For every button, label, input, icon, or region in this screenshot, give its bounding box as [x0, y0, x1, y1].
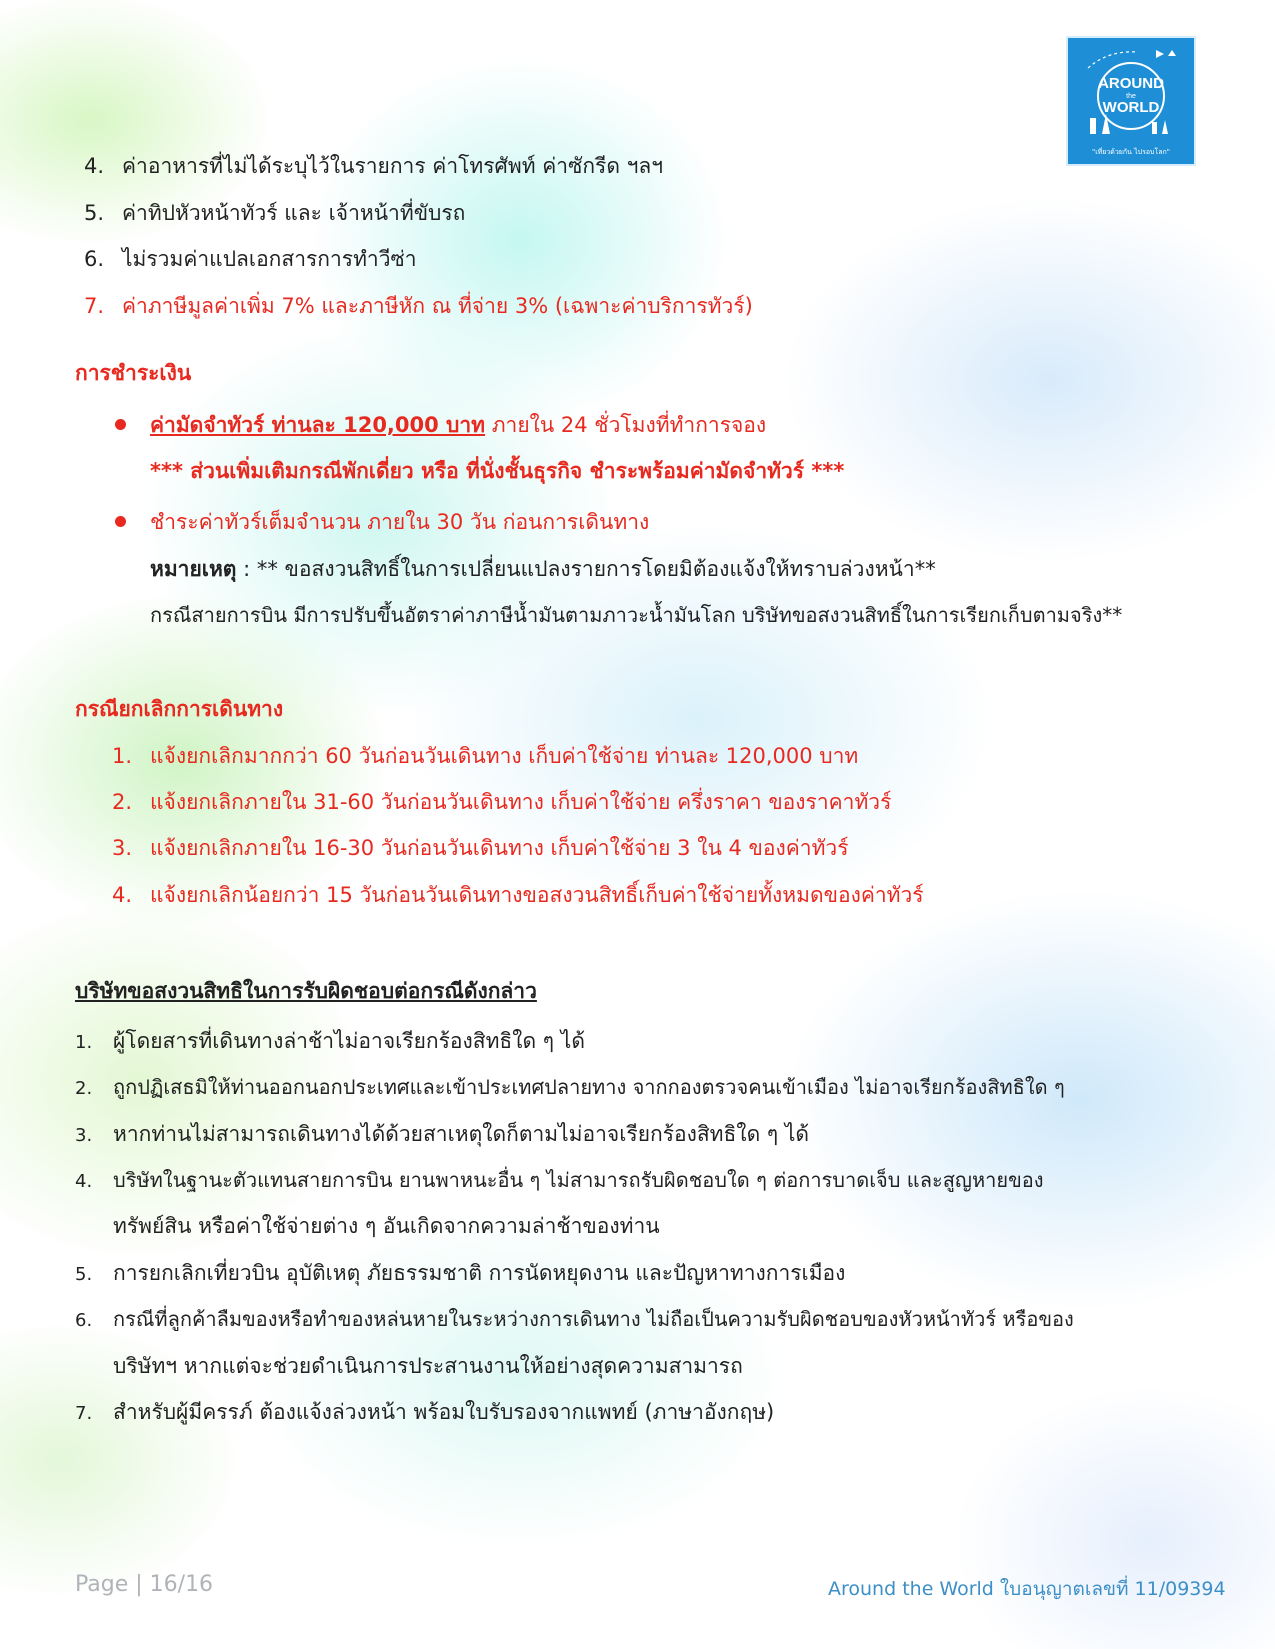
excluded-item-vat: [84, 292, 753, 320]
remark-label: หมายเหตุ: [150, 557, 237, 581]
liability-item-text: บริษัทในฐานะตัวแทนสายการบิน ยานพาหนะอื่น ๆ ไม่สามารถรับผิดชอบใด ๆ ต่อการบาดเจ็บ และสูญหายของ: [113, 1168, 1044, 1192]
liability-item-text: การยกเลิกเที่ยวบิน อุบัติเหตุ ภัยธรรมชาติ การนัดหยุดงาน และปัญหาทางการเมือง: [113, 1261, 846, 1285]
liability-item: [75, 1027, 585, 1057]
liability-item-number: 4.: [75, 1171, 93, 1192]
cancellation-item: [112, 881, 924, 909]
excluded-item: [84, 152, 663, 180]
liability-item-text: หากท่านไม่สามารถเดินทางได้ด้วยสาเหตุใดก็ตามไม่อาจเรียกร้องสิทธิใด ๆ ได้: [113, 1122, 810, 1146]
cancellation-item-text: แจ้งยกเลิกน้อยกว่า 15 วันก่อนวันเดินทางขอสงวนสิทธิ์เก็บค่าใช้จ่ายทั้งหมดของค่าทัวร์: [150, 883, 924, 907]
excluded-item-number: 6.: [84, 247, 105, 271]
cancellation-item: [112, 834, 849, 862]
liability-item-text: ผู้โดยสารที่เดินทางล่าช้าไม่อาจเรียกร้องสิทธิใด ๆ ได้: [113, 1029, 585, 1053]
excluded-item-number: 5.: [84, 201, 105, 225]
cancellation-item-text: แจ้งยกเลิกมากกว่า 60 วันก่อนวันเดินทาง เก็บค่าใช้จ่าย ท่านละ 120,000 บาท: [150, 744, 859, 768]
cancellation-heading: กรณียกเลิกการเดินทาง: [75, 697, 284, 721]
remark-line: [150, 555, 936, 583]
airline-note: กรณีสายการบิน มีการปรับขึ้นอัตราค่าภาษีน้ำมันตามภาวะน้ำมันโลก บริษัทขอสงวนสิทธิ์ในการเรียกเก็บตามจริง**: [150, 603, 1123, 627]
excluded-item-number: 4.: [84, 154, 105, 178]
excluded-item-text: ไม่รวมค่าแปลเอกสารการทำวีซ่า: [122, 247, 417, 271]
liability-item-text: กรณีที่ลูกค้าลืมของหรือทำของหล่นหายในระหว่างการเดินทาง ไม่ถือเป็นความรับผิดชอบของหัวหน้าทัวร์ หรือของ: [113, 1307, 1074, 1331]
company-logo: [1066, 36, 1196, 166]
logo-text-around: AROUND: [1098, 75, 1164, 92]
liability-item: [75, 1259, 845, 1289]
cancellation-item-text: แจ้งยกเลิกภายใน 31-60 วันก่อนวันเดินทาง เก็บค่าใช้จ่าย ครึ่งราคา ของราคาทัวร์: [150, 790, 892, 814]
liability-item-number: 6.: [75, 1310, 93, 1331]
cancellation-item-number: 2.: [112, 790, 133, 814]
liability-item: [75, 1166, 1044, 1196]
excluded-item-text: ค่าทิปหัวหน้าทัวร์ และ เจ้าหน้าที่ขับรถ: [122, 201, 466, 225]
remark-text: : ** ขอสงวนสิทธิ์ในการเปลี่ยนแปลงรายการโดยมิต้องแจ้งให้ทราบล่วงหน้า**: [236, 557, 936, 581]
cancellation-item-text: แจ้งยกเลิกภายใน 16-30 วันก่อนวันเดินทาง เก็บค่าใช้จ่าย 3 ใน 4 ของค่าทัวร์: [150, 836, 849, 860]
liability-item: [75, 1073, 1065, 1103]
payment-heading: การชำระเงิน: [75, 361, 192, 385]
cancellation-item-number: 4.: [112, 883, 133, 907]
excluded-item: [84, 199, 465, 227]
excluded-item-text: ค่าอาหารที่ไม่ได้ระบุไว้ในรายการ ค่าโทรศัพท์ ค่าซักรีด ฯลฯ: [122, 154, 664, 178]
logo-text-world: WORLD: [1102, 99, 1160, 116]
page-number: Page | 16/16: [75, 1572, 214, 1597]
license-footer: Around the World ใบอนุญาตเลขที่ 11/09394: [828, 1578, 1226, 1600]
liability-item-number: 1.: [75, 1032, 93, 1053]
cancellation-item-number: 1.: [112, 744, 133, 768]
deposit-label: ค่ามัดจำทัวร์ ท่านละ 120,000 บาท: [150, 413, 486, 437]
cancellation-item-number: 3.: [112, 836, 133, 860]
liability-item-number: 3.: [75, 1125, 93, 1146]
liability-item-text: ถูกปฏิเสธมิให้ท่านออกนอกประเทศและเข้าประเทศปลายทาง จากกองตรวจคนเข้าเมือง ไม่อาจเรียกร้องสิทธิใด ๆ: [113, 1075, 1065, 1099]
cancellation-item: [112, 742, 858, 770]
excluded-item-text: ค่าภาษีมูลค่าเพิ่ม 7% และภาษีหัก ณ ที่จ่าย 3% (เฉพาะค่าบริการทัวร์): [122, 294, 753, 318]
liability-item-continuation: ทรัพย์สิน หรือค่าใช้จ่ายต่าง ๆ อันเกิดจากความล่าช้าของท่าน: [113, 1214, 660, 1238]
logo-tagline: "เที่ยวด้วยกัน ไปรอบโลก": [1092, 148, 1170, 156]
liability-item-number: 7.: [75, 1403, 93, 1424]
liability-item: [75, 1305, 1074, 1335]
bullet-dot: [115, 419, 126, 430]
liability-item-text: สำหรับผู้มีครรภ์ ต้องแจ้งล่วงหน้า พร้อมใบรับรองจากแพทย์ (ภาษาอังกฤษ): [113, 1400, 775, 1424]
bullet-dot: [115, 516, 126, 527]
liability-item: [75, 1398, 774, 1428]
excluded-item: [84, 245, 417, 273]
logo-text-the: the: [1126, 93, 1136, 100]
excluded-item-number: 7.: [84, 294, 105, 318]
liability-item-number: 5.: [75, 1264, 93, 1285]
deposit-line: [150, 411, 766, 439]
liability-item: [75, 1120, 809, 1150]
full-payment-line: ชำระค่าทัวร์เต็มจำนวน ภายใน 30 วัน ก่อนการเดินทาง: [150, 510, 650, 534]
deposit-note: *** ส่วนเพิ่มเติมกรณีพักเดี่ยว หรือ ที่นั่งชั้นธุรกิจ ชำระพร้อมค่ามัดจำทัวร์ ***: [150, 459, 845, 483]
liability-heading: บริษัทขอสงวนสิทธิในการรับผิดชอบต่อกรณีดังกล่าว: [75, 979, 537, 1003]
liability-item-continuation: บริษัทฯ หากแต่จะช่วยดำเนินการประสานงานให้อย่างสุดความสามารถ: [113, 1354, 743, 1378]
deposit-deadline: ภายใน 24 ชั่วโมงที่ทำการจอง: [485, 413, 767, 437]
globe-logo-icon: [1068, 38, 1194, 164]
liability-item-number: 2.: [75, 1078, 93, 1099]
cancellation-item: [112, 788, 891, 816]
